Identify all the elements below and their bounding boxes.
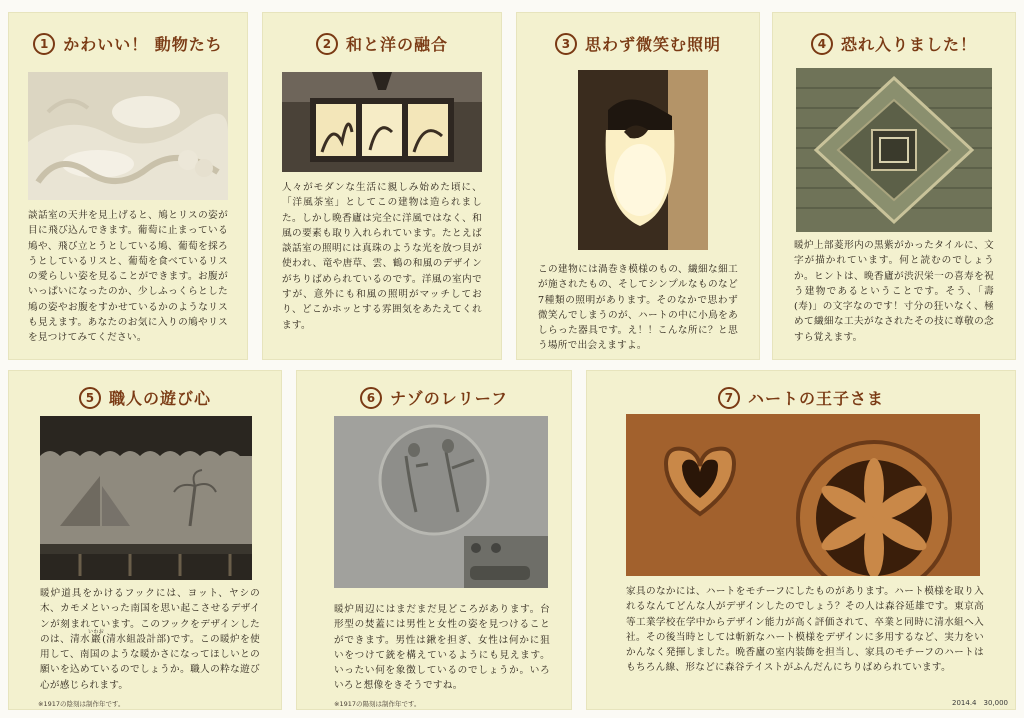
card-6-note: ※1917の陽刻は制作年です。 [334, 700, 421, 708]
card-5-note: ※1917の陰刻は制作年です。 [38, 700, 125, 708]
card-1-text: 談話室の天井を見上げると、鳩とリスの姿が目に飛び込んできます。葡萄に止まっている鳩や、飛び立とうとしている鳩、葡萄を採ろうとしているリスと、葡萄を食べているリスの愛らしい姿を見ることができます。お腹がいっぱいになったのか、少しふっくらとした鳩の姿やお腹をすかせているかのようなリスも見えます。あなたのお気に入りの鳩やリスを見つけてみてください。 [28, 210, 228, 344]
card-3-number: 3 [555, 33, 577, 55]
card-6 [296, 370, 572, 710]
card-1 [8, 12, 248, 360]
card-1-photo [28, 72, 228, 200]
card-6-text: 暖炉周辺にはまだまだ見どころがあります。台形型の焚蓋には男性と女性の姿を見つけることができます。男性は鍬を担ぎ、女性は何かに狙いをつけて銃を構えているようにも見えます。いったい何を象徴しているのでしょうか。いろいろと想像をきそうですね。 [334, 604, 550, 692]
card-5-text: 暖炉道具をかけるフックには、ヨット、ヤシの木、カモメといった南国を思い起こさせるデザインが刻まれています。このフックをデザインしたのは、清水巖いわお(清水組設計部)です。この暖炉を使用して、南国のような暖かさになってほしいとの願いを込めているのでしょうか。職人の粋な遊び心が感じられます。 [40, 588, 261, 691]
card-2 [262, 12, 502, 360]
card-1-number: 1 [33, 33, 55, 55]
card-7 [586, 370, 1016, 710]
card-3-photo [578, 70, 708, 250]
card-4 [772, 12, 1016, 360]
card-7-number: 7 [718, 387, 740, 409]
card-5-title: 5 職人の遊び心 [8, 386, 282, 409]
card-3-title: 3 思わず微笑む照明 [516, 32, 760, 55]
card-2-text: 人々がモダンな生活に親しみ始めた頃に、「洋風茶室」としてこの建物は造られました。しかし晩香廬は完全に洋風ではなく、和風の要素も取り入れられています。たとえば談話室の照明には真珠のような光を放つ貝が使われ、竜や唐草、雲、鶴の和風のデザインがちりばめられているのです。洋風の室内ですが、意外にも和風の照明がマッチしており、どこかホッとする雰囲気をあたえてくれます。 [282, 182, 482, 331]
card-5 [8, 370, 282, 710]
card-2-photo [282, 72, 482, 172]
card-6-photo [334, 416, 548, 588]
card-4-photo [796, 68, 992, 232]
card-6-title: 6 ナゾのレリーフ [296, 386, 572, 409]
card-6-number: 6 [360, 387, 382, 409]
card-5-number: 5 [79, 387, 101, 409]
card-2-number: 2 [316, 33, 338, 55]
card-1-title: 1 かわいい！ 動物たち [8, 32, 248, 55]
card-4-number: 4 [811, 33, 833, 55]
card-4-title: 4 恐れ入りました！ [772, 32, 1016, 55]
card-7-text: 家具のなかには、ハートをモチーフにしたものがあります。ハート模様を取り入れるなんてどんな人がデザインしたのでしょう？その人は森谷延雄です。東京高等工業学校在学中からデザイン能力が高く評価されて、卒業と同時に清水組へ入社。その後当時としては斬新なハート模様をデザインに多用するなど、実力をいかんなく発揮しました。晩香廬の室内装飾を担当し、家具のモチーフのハートはもちろん線、形などに森谷テイストがふんだんにちりばめられています。 [626, 586, 984, 674]
card-2-title: 2 和と洋の融合 [262, 32, 502, 55]
card-3-text: この建物には渦巻き模様のもの、繊細な細工が施されたもの、そしてシンプルなものなど7種類の照明があります。そのなかで思わず微笑んでしまうのが、ハートの中に小鳥をあしらった器具です。え！！こんな所に？と思う場所で出会えますよ。 [538, 264, 738, 352]
card-5-photo [40, 416, 252, 580]
card-4-text: 暖炉上部菱形内の黒紫がかったタイルに、文字が描かれています。何と読むのでしょうか。ヒントは、晩香廬が渋沢栄一の喜寿を祝う建物であるということです。そう、「壽(寿)」の文字なのです！寸分の狂いなく、極めて繊細な工夫がなされたその技に尊敬の念すら覚えます。 [794, 240, 994, 343]
card-7-photo [626, 414, 980, 576]
card-7-title: 7 ハートの王子さま [586, 386, 1016, 409]
ruby-iwao: 巖いわお [88, 628, 105, 645]
card-3 [516, 12, 760, 360]
print-info: 2014.4 30,000 [952, 699, 1008, 707]
